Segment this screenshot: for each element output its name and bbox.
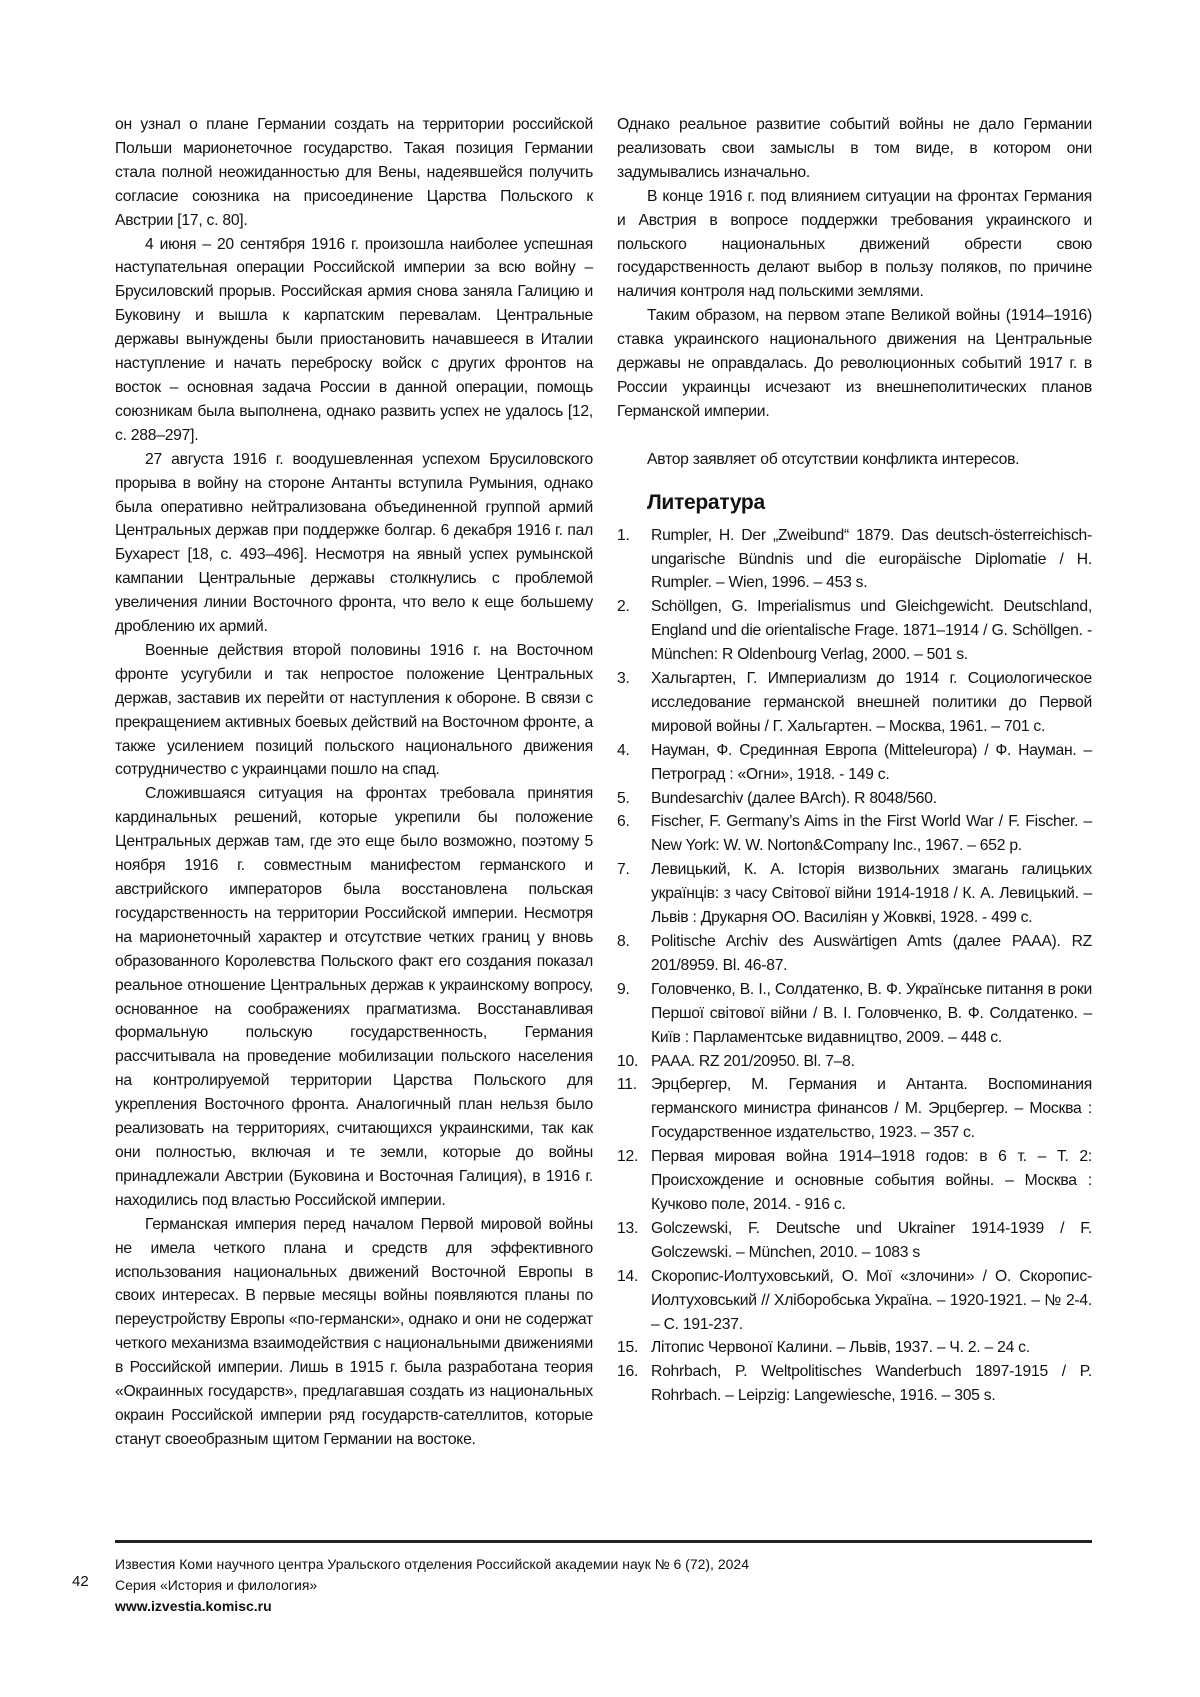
reference-number: 13. — [617, 1219, 639, 1237]
right-column — [617, 113, 1092, 1408]
reference-number: 8. — [617, 933, 630, 950]
reference-item — [617, 1265, 1092, 1337]
reference-text: Fischer, F. Germany’s Aims in the First World War / F. Fischer. – New York: W. W. Norton&Company Inc., 1967. – 652 p. — [651, 813, 1092, 855]
reference-text: Літопис Червоної Калини. – Львів, 1937. – Ч. 2. – 24 с. — [651, 1339, 1030, 1357]
journal-title: Известия Коми научного центра Уральского отделения Российской академии наук № 6 (72), 2024 — [115, 1556, 749, 1572]
left-column — [115, 113, 593, 1452]
body-paragraph: 27 августа 1916 г. воодушевленная успехом Брусиловского прорыва в войну на стороне Антанты вступила Румыния, однако была оперативно нейтрализована объединенной группой армий Центральных держав при поддержке болгар. 6 декабря 1916 г. пал Бухарест [18, с. 493–496]. Несмотря на явный успех румынской кампании Центральные державы столкнулись с проблемой увеличения линии Восточного фронта, что вело к еще большему дроблению их армий. — [115, 450, 593, 636]
reference-text: Schöllgen, G. Imperialismus und Gleichgewicht. Deutschland, England und die orientalische Frage. 1871–1914 / G. Schöllgen. - München: R Oldenbourg Verlag, 2000. – 501 s. — [651, 598, 1092, 664]
reference-item — [617, 524, 1092, 596]
journal-series: Серия «История и филология» — [115, 1577, 318, 1593]
reference-text: Rumpler, H. Der „Zweibund“ 1879. Das deutsch-österreichisch-ungarische Bündnis und die europäische Diplomatie / H. Rumpler. – Wien, 1996. – 453 s. — [651, 526, 1092, 592]
reference-item — [617, 787, 1092, 811]
journal-footer — [115, 1554, 749, 1617]
reference-number: 9. — [617, 980, 630, 998]
references-heading: Литература — [647, 490, 765, 514]
reference-number: 4. — [617, 741, 630, 759]
body-paragraph: Сложившаяся ситуация на фронтах требовала принятия кардинальных решений, которые укрепили бы положение Центральных держав там, где это еще было возможно, поэтому 5 ноября 1916 г. совместным манифестом германского и австрийского императоров была восстановлена польская государственность на территории Российской империи. Несмотря на марионеточный характер и отсутствие четких границ у вновь образованного Королевства Польского факт его создания показал реальное отношение Центральных держав к украинскому вопросу, основанное на соображениях прагматизма. Восстанавливая формальную польскую государственность, Германия рассчитывала на проведение мобилизации польского населения на контролируемой территории Царства Польского для укрепления Восточного фронта. Аналогичный план нельзя было реализовать на территориях, считающихся украинскими, так как они полностью, включая и те земли, которые до войны принадлежали Австрии (Буковина и Восточная Галиция), в 1916 г. находились под властью Российской империи. — [115, 785, 593, 1209]
reference-item — [617, 667, 1092, 739]
reference-item — [617, 1050, 1092, 1074]
reference-number: 5. — [617, 789, 630, 807]
reference-number: 1. — [617, 526, 630, 544]
references-list — [617, 524, 1092, 1409]
reference-item — [617, 930, 1092, 978]
reference-item — [617, 1217, 1092, 1265]
reference-text: Golczewski, F. Deutsche und Ukrainer 1914-1939 / F. Golczewski. – München, 2010. – 1083 s — [651, 1219, 1092, 1261]
reference-text: Эрцбергер, М. Германия и Антанта. Воспоминания германского министра финансов / М. Эрцбергер. – Москва : Государственное издательство, 1923. – 357 с. — [651, 1076, 1092, 1142]
reference-number: 12. — [617, 1148, 639, 1166]
reference-number: 16. — [617, 1363, 639, 1381]
reference-number: 14. — [617, 1267, 639, 1285]
reference-text: Науман, Ф. Срединная Европа (Mitteleuropa) / Ф. Науман. – Петроград : «Огни», 1918. - 149 с. — [651, 741, 1092, 783]
reference-text: Скоропис-Иолтуховський, О. Мої «злочини» / О. Скоропис-Иолтуховський // Хліборобська Україна. – 1920-1921. – № 2-4. – С. 191-237. — [651, 1267, 1092, 1333]
reference-number: 10. — [617, 1052, 639, 1070]
body-paragraph: Однако реальное развитие событий войны не дало Германии реализовать свои замыслы в том виде, в котором они задумывались изначально. — [617, 116, 1092, 181]
body-paragraph: В конце 1916 г. под влиянием ситуации на фронтах Германия и Австрия в вопросе поддержки требования украинского и польского национальных движений обрести свою государственность делают выбор в пользу поляков, по причине наличия контроля над польскими землями. — [617, 187, 1092, 301]
reference-text: Хальгартен, Г. Империализм до 1914 г. Социологическое исследование германской внешней политики до Первой мировой войны / Г. Хальгартен. – Москва, 1961. – 701 с. — [651, 670, 1092, 735]
body-paragraph: Военные действия второй половины 1916 г. на Восточном фронте усугубили и так непростое положение Центральных держав, заставив их перейти от наступления к обороне. В связи с прекращением активных боевых действий на Восточном фронте, а также усилением позиций польского национального движения сотрудничество с украинцами пошло на спад. — [115, 641, 593, 779]
page-number: 42 — [72, 1573, 89, 1590]
reference-item — [617, 1336, 1092, 1360]
reference-text: Первая мировая война 1914–1918 годов: в 6 т. – Т. 2: Происхождение и основные события войны. – Москва : Кучково поле, 2014. - 916 с. — [651, 1148, 1092, 1213]
reference-item — [617, 739, 1092, 787]
reference-item — [617, 810, 1092, 858]
reference-item — [617, 1360, 1092, 1408]
footer-divider — [115, 1540, 1092, 1543]
reference-number: 11. — [617, 1076, 637, 1094]
reference-item — [617, 858, 1092, 930]
reference-text: Rohrbach, P. Weltpolitisches Wanderbuch 1897-1915 / P. Rohrbach. – Leipzig: Langewiesche, 1916. – 305 s. — [651, 1363, 1092, 1405]
body-paragraph: 4 июня – 20 сентября 1916 г. произошла наиболее успешная наступательная операции Российской империи за всю войну – Брусиловский прорыв. Российская армия снова заняла Галицию и Буковину и вышла к карпатским перевалам. Центральные державы вынуждены были приостановить начавшееся в Италии наступление и начать переброску войск с других фронтов на восток – основная задача России в данной операции, помощь союзникам была выполнена, однако развить успех не удалось [12, с. 288–297]. — [115, 235, 593, 444]
reference-item — [617, 978, 1092, 1050]
conflict-of-interest-note: Автор заявляет об отсутствии конфликта интересов. — [647, 450, 1020, 468]
reference-text: Bundesarchiv (далее BArch). R 8048/560. — [651, 789, 937, 807]
reference-number: 6. — [617, 813, 630, 831]
reference-text: Головченко, В. І., Солдатенко, В. Ф. Українське питання в роки Першої світової війни / В. І. Головченко, В. Ф. Солдатенко. – Київ : Парламентське видавництво, 2009. – 448 с. — [651, 980, 1092, 1046]
body-paragraph: он узнал о плане Германии создать на территории российской Польши марионеточное государство. Такая позиция Германии стала полной неожиданностью для Вены, надеявшейся получить согласие союзника на присоединение Царства Польского к Австрии [17, с. 80]. — [115, 116, 593, 229]
reference-number: 2. — [617, 598, 630, 616]
reference-number: 7. — [617, 861, 630, 879]
reference-text: Politische Archiv des Auswärtigen Amts (далее PAAA). RZ 201/8959. Bl. 46-87. — [651, 933, 1092, 974]
reference-item — [617, 1073, 1092, 1145]
journal-url[interactable]: www.izvestia.komisc.ru — [115, 1598, 272, 1614]
reference-text: Левицький, К. А. Історія визвольних змагань галицьких українців: з часу Світової війни 1914-1918 / К. А. Левицький. – Львів : Друкарня ОО. Василіян у Жовкві, 1928. - 499 с. — [651, 861, 1092, 927]
reference-item — [617, 595, 1092, 667]
reference-item — [617, 1145, 1092, 1217]
reference-text: PAAA. RZ 201/20950. Bl. 7–8. — [651, 1052, 855, 1070]
reference-number: 3. — [617, 670, 630, 688]
body-paragraph: Германская империя перед началом Первой мировой войны не имела четкого плана и средств для эффективного использования национальных движений Восточной Европы в своих интересах. В первые месяцы войны появляются планы по переустройству Европы «по-германски», однако и они не содержат четкого механизма взаимодействия с национальными движениями в Российской империи. Лишь в 1915 г. была разработана теория «Окраинных государств», предлагавшая создать из национальных окраин Российской империи ряд государств-сателлитов, которые станут своеобразным щитом Германии на востоке. — [115, 1215, 593, 1448]
reference-number: 15. — [617, 1339, 639, 1357]
body-paragraph: Таким образом, на первом этапе Великой войны (1914–1916) ставка украинского национального движения на Центральные державы не оправдалась. До революционных событий 1917 г. в России украинцы исчезают из внешнеполитических планов Германской империи. — [617, 307, 1092, 420]
